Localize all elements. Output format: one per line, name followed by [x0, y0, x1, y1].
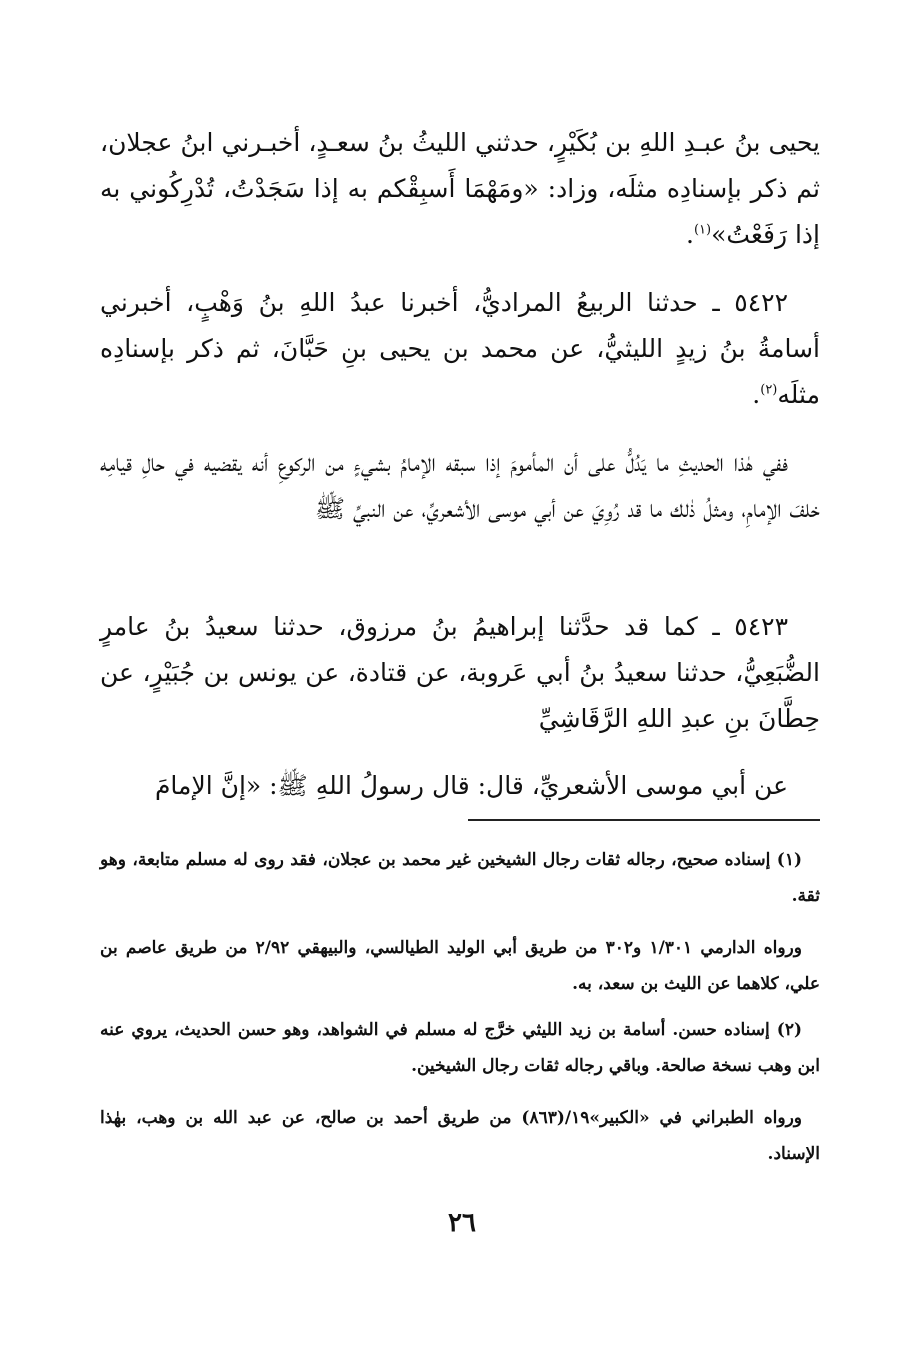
footnote-1-source: ورواه الدارمي ١/٣٠١ و٣٠٢ من طريق أبي الوليد الطيالسي، والبيهقي ٢/٩٢ من طريق عاصم بن علي، كلاهما عن الليث بن سعد، به.	[100, 938, 820, 994]
footnote-divider	[468, 819, 820, 821]
footnote-marker-1: (١)	[693, 222, 712, 238]
footnote-2: (٢) إسناده حسن. أسامة بن زيد الليثي خرَّج له مسلم في الشواهد، وهو حسن الحديث، يروي عنه ابن وهب نسخة صالحة. وباقي رجاله ثقات رجال الشيخين.	[100, 1020, 820, 1076]
hadith-5423: ٥٤٢٣ ـ كما قد حدَّثنا إبراهيمُ بنُ مرزوق، حدثنا سعيدُ بنُ عامرٍ الضُّبَعِيُّ، حدثنا سعيدُ بنُ أبي عَروبة، عن قتادة، عن يونس بن جُبَيْرٍ، عن حِطَّانَ بنِ عبدِ اللهِ الرَّقَاشِيِّ	[100, 612, 820, 733]
hadith-5422-text: ٥٤٢٢ ـ حدثنا الربيعُ المراديُّ، أخبرنا عبدُ اللهِ بنُ وَهْبٍ، أخبرني أسامةُ بنُ زيدٍ الليثيُّ، عن محمد بن يحيى بنِ حَبَّانَ، ثم ذكر بإسنادِه مثلَه	[100, 288, 820, 409]
paragraph-1-text: يحيى بنُ عبـدِ اللهِ بن بُكَيْرٍ، حدثني الليثُ بنُ سعـدٍ، أخبـرني ابنُ عجلان، ثم ذكر بإسنادِه مثلَه، وزاد: «ومَهْمَا أَسبِقْكم به إذا سَجَدْتُ، تُدْرِكُوني به إذا رَفَعْتُ»	[100, 128, 820, 249]
footnote-2-source: ورواه الطبراني في «الكبير»١٩/(٨٦٣) من طريق أحمد بن صالح، عن عبد الله بن وهب، بهٰذا الإسناد.	[100, 1108, 820, 1164]
hadith-5422: ٥٤٢٢ ـ حدثنا الربيعُ المراديُّ، أخبرنا عبدُ اللهِ بنُ وَهْبٍ، أخبرني أسامةُ بنُ زيدٍ الليثيُّ، عن محمد بن يحيى بنِ حَبَّانَ، ثم ذكر بإسنادِه مثلَه$^{(٢)}$.	[100, 288, 820, 409]
hadith-5423-continuation: عن أبي موسى الأشعريِّ، قال: قال رسولُ اللهِ ﷺ: «إنَّ الإمامَ	[154, 771, 788, 800]
paragraph-1: يحيى بنُ عبـدِ اللهِ بن بُكَيْرٍ، حدثني الليثُ بنُ سعـدٍ، أخبـرني ابنُ عجلان، ثم ذكر بإسنادِه مثلَه، وزاد: «ومَهْمَا أَسبِقْكم به إذا سَجَدْتُ، تُدْرِكُوني به إذا رَفَعْتُ»$^{(١)}$.	[100, 128, 820, 249]
footnote-1: (١) إسناده صحيح، رجاله ثقات رجال الشيخين غير محمد بن عجلان، فقد روى له مسلم متابعة، وهو ثقة.	[100, 850, 820, 906]
commentary-paragraph: ففي هٰذا الحديثِ ما يَدُلُّ على أن المأمومَ إذا سبقه الإمامُ بشيءٍ من الركوعِ أنه يقضيه في حالِ قيامِه خلفَ الإمامِ، ومثلُ ذٰلك ما قد رُوِيَ عن أبي موسى الأشعريِّ، عن النبيِّ ﷺ	[100, 448, 820, 523]
footnote-marker-2: (٢)	[760, 382, 778, 398]
page-number: ٢٦	[448, 1208, 476, 1238]
